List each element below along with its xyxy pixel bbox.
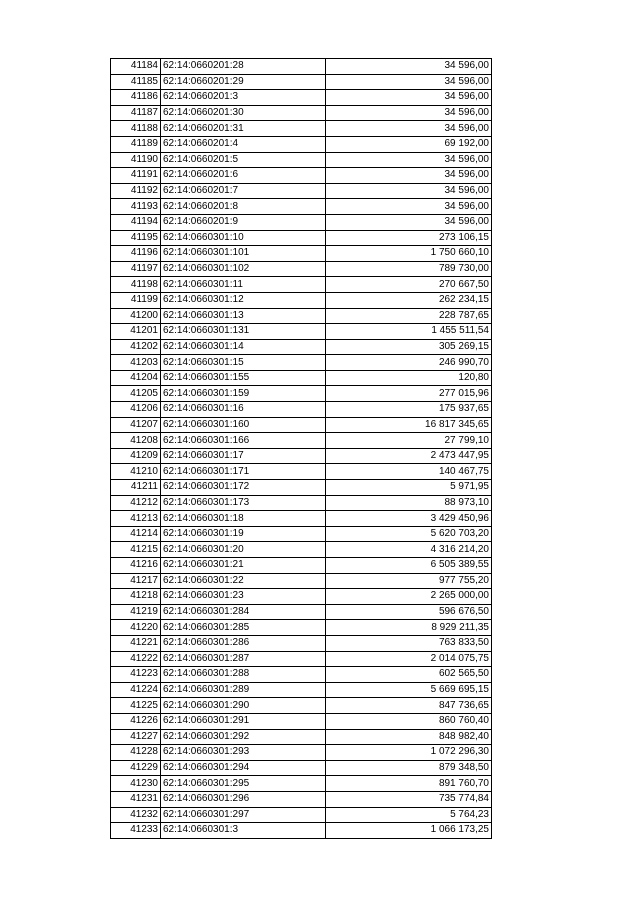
table-row — [111, 168, 492, 184]
cadastral-number-cell: 62:14:0660301:15 — [161, 355, 326, 371]
row-number-cell: 41229 — [111, 760, 161, 776]
cadastral-number-cell: 62:14:0660301:23 — [161, 589, 326, 605]
row-number-cell: 41194 — [111, 214, 161, 230]
table-row — [111, 152, 492, 168]
row-number-cell: 41221 — [111, 635, 161, 651]
table-row — [111, 121, 492, 137]
value-cell: 246 990,70 — [326, 355, 492, 371]
value-cell: 88 973,10 — [326, 495, 492, 511]
value-cell: 16 817 345,65 — [326, 417, 492, 433]
value-cell: 4 316 214,20 — [326, 542, 492, 558]
row-number-cell: 41208 — [111, 433, 161, 449]
table-row — [111, 246, 492, 262]
row-number-cell: 41206 — [111, 402, 161, 418]
cadastral-number-cell: 62:14:0660201:4 — [161, 136, 326, 152]
table-row — [111, 199, 492, 215]
row-number-cell: 41207 — [111, 417, 161, 433]
value-cell: 2 265 000,00 — [326, 589, 492, 605]
row-number-cell: 41212 — [111, 495, 161, 511]
table-row — [111, 620, 492, 636]
row-number-cell: 41192 — [111, 183, 161, 199]
table-row — [111, 464, 492, 480]
value-cell: 2 014 075,75 — [326, 651, 492, 667]
table-row — [111, 682, 492, 698]
row-number-cell: 41215 — [111, 542, 161, 558]
row-number-cell: 41210 — [111, 464, 161, 480]
value-cell: 5 971,95 — [326, 480, 492, 496]
row-number-cell: 41228 — [111, 745, 161, 761]
cadastral-number-cell: 62:14:0660201:6 — [161, 168, 326, 184]
table-row — [111, 74, 492, 90]
cadastral-number-cell: 62:14:0660301:19 — [161, 526, 326, 542]
row-number-cell: 41223 — [111, 667, 161, 683]
table-row — [111, 339, 492, 355]
value-cell: 34 596,00 — [326, 59, 492, 75]
value-cell: 596 676,50 — [326, 604, 492, 620]
value-cell: 5 764,23 — [326, 807, 492, 823]
value-cell: 5 669 695,15 — [326, 682, 492, 698]
value-cell: 34 596,00 — [326, 183, 492, 199]
table-row — [111, 651, 492, 667]
value-cell: 273 106,15 — [326, 230, 492, 246]
value-cell: 120,80 — [326, 370, 492, 386]
row-number-cell: 41220 — [111, 620, 161, 636]
value-cell: 277 015,96 — [326, 386, 492, 402]
row-number-cell: 41187 — [111, 105, 161, 121]
cadastral-number-cell: 62:14:0660301:131 — [161, 324, 326, 340]
value-cell: 848 982,40 — [326, 729, 492, 745]
cadastral-number-cell: 62:14:0660301:290 — [161, 698, 326, 714]
table-row — [111, 183, 492, 199]
value-cell: 270 667,50 — [326, 277, 492, 293]
row-number-cell: 41233 — [111, 823, 161, 839]
table-row — [111, 308, 492, 324]
cadastral-number-cell: 62:14:0660301:17 — [161, 448, 326, 464]
cadastral-number-cell: 62:14:0660201:30 — [161, 105, 326, 121]
value-cell: 27 799,10 — [326, 433, 492, 449]
row-number-cell: 41204 — [111, 370, 161, 386]
row-number-cell: 41225 — [111, 698, 161, 714]
table-row — [111, 558, 492, 574]
cadastral-number-cell: 62:14:0660301:3 — [161, 823, 326, 839]
row-number-cell: 41197 — [111, 261, 161, 277]
cadastral-number-cell: 62:14:0660301:297 — [161, 807, 326, 823]
cadastral-number-cell: 62:14:0660301:166 — [161, 433, 326, 449]
cadastral-number-cell: 62:14:0660301:21 — [161, 558, 326, 574]
value-cell: 735 774,84 — [326, 791, 492, 807]
cadastral-number-cell: 62:14:0660301:159 — [161, 386, 326, 402]
row-number-cell: 41186 — [111, 90, 161, 106]
table-row — [111, 526, 492, 542]
row-number-cell: 41222 — [111, 651, 161, 667]
table-row — [111, 807, 492, 823]
table-row — [111, 417, 492, 433]
cadastral-number-cell: 62:14:0660301:102 — [161, 261, 326, 277]
row-number-cell: 41193 — [111, 199, 161, 215]
row-number-cell: 41227 — [111, 729, 161, 745]
cadastral-number-cell: 62:14:0660301:12 — [161, 292, 326, 308]
cadastral-number-cell: 62:14:0660301:289 — [161, 682, 326, 698]
cadastral-number-cell: 62:14:0660201:5 — [161, 152, 326, 168]
value-cell: 34 596,00 — [326, 199, 492, 215]
value-cell: 1 072 296,30 — [326, 745, 492, 761]
value-cell: 305 269,15 — [326, 339, 492, 355]
row-number-cell: 41198 — [111, 277, 161, 293]
table-row — [111, 59, 492, 75]
cadastral-number-cell: 62:14:0660201:28 — [161, 59, 326, 75]
data-table — [110, 58, 492, 839]
value-cell: 69 192,00 — [326, 136, 492, 152]
value-cell: 34 596,00 — [326, 121, 492, 137]
value-cell: 34 596,00 — [326, 74, 492, 90]
table-row — [111, 214, 492, 230]
cadastral-number-cell: 62:14:0660301:11 — [161, 277, 326, 293]
table-row — [111, 760, 492, 776]
table-row — [111, 324, 492, 340]
cadastral-number-cell: 62:14:0660201:7 — [161, 183, 326, 199]
table-row — [111, 495, 492, 511]
row-number-cell: 41209 — [111, 448, 161, 464]
cadastral-number-cell: 62:14:0660301:285 — [161, 620, 326, 636]
cadastral-number-cell: 62:14:0660301:155 — [161, 370, 326, 386]
cadastral-number-cell: 62:14:0660201:29 — [161, 74, 326, 90]
row-number-cell: 41230 — [111, 776, 161, 792]
row-number-cell: 41184 — [111, 59, 161, 75]
value-cell: 1 750 660,10 — [326, 246, 492, 262]
cadastral-number-cell: 62:14:0660301:10 — [161, 230, 326, 246]
value-cell: 5 620 703,20 — [326, 526, 492, 542]
table-row — [111, 729, 492, 745]
cadastral-number-cell: 62:14:0660301:288 — [161, 667, 326, 683]
row-number-cell: 41203 — [111, 355, 161, 371]
table-row — [111, 277, 492, 293]
cadastral-number-cell: 62:14:0660301:13 — [161, 308, 326, 324]
row-number-cell: 41218 — [111, 589, 161, 605]
row-number-cell: 41231 — [111, 791, 161, 807]
cadastral-number-cell: 62:14:0660301:101 — [161, 246, 326, 262]
row-number-cell: 41216 — [111, 558, 161, 574]
cadastral-number-cell: 62:14:0660301:292 — [161, 729, 326, 745]
row-number-cell: 41201 — [111, 324, 161, 340]
row-number-cell: 41196 — [111, 246, 161, 262]
row-number-cell: 41199 — [111, 292, 161, 308]
table-row — [111, 635, 492, 651]
row-number-cell: 41190 — [111, 152, 161, 168]
row-number-cell: 41191 — [111, 168, 161, 184]
value-cell: 34 596,00 — [326, 105, 492, 121]
table-row — [111, 667, 492, 683]
cadastral-number-cell: 62:14:0660301:172 — [161, 480, 326, 496]
row-number-cell: 41189 — [111, 136, 161, 152]
table-body — [111, 59, 492, 839]
cadastral-number-cell: 62:14:0660201:3 — [161, 90, 326, 106]
row-number-cell: 41202 — [111, 339, 161, 355]
cadastral-number-cell: 62:14:0660301:286 — [161, 635, 326, 651]
value-cell: 34 596,00 — [326, 214, 492, 230]
value-cell: 763 833,50 — [326, 635, 492, 651]
table-row — [111, 589, 492, 605]
table-row — [111, 105, 492, 121]
table-row — [111, 713, 492, 729]
table-row — [111, 230, 492, 246]
row-number-cell: 41200 — [111, 308, 161, 324]
row-number-cell: 41213 — [111, 511, 161, 527]
table-row — [111, 355, 492, 371]
cadastral-number-cell: 62:14:0660301:287 — [161, 651, 326, 667]
table-row — [111, 698, 492, 714]
value-cell: 2 473 447,95 — [326, 448, 492, 464]
row-number-cell: 41211 — [111, 480, 161, 496]
cadastral-number-cell: 62:14:0660301:20 — [161, 542, 326, 558]
value-cell: 262 234,15 — [326, 292, 492, 308]
row-number-cell: 41217 — [111, 573, 161, 589]
value-cell: 175 937,65 — [326, 402, 492, 418]
value-cell: 977 755,20 — [326, 573, 492, 589]
row-number-cell: 41188 — [111, 121, 161, 137]
table-row — [111, 745, 492, 761]
table-row — [111, 480, 492, 496]
cadastral-number-cell: 62:14:0660301:296 — [161, 791, 326, 807]
row-number-cell: 41219 — [111, 604, 161, 620]
value-cell: 860 760,40 — [326, 713, 492, 729]
cadastral-number-cell: 62:14:0660201:31 — [161, 121, 326, 137]
row-number-cell: 41205 — [111, 386, 161, 402]
cadastral-number-cell: 62:14:0660301:16 — [161, 402, 326, 418]
table-row — [111, 386, 492, 402]
row-number-cell: 41232 — [111, 807, 161, 823]
row-number-cell: 41185 — [111, 74, 161, 90]
value-cell: 34 596,00 — [326, 168, 492, 184]
cadastral-number-cell: 62:14:0660301:284 — [161, 604, 326, 620]
table-row — [111, 261, 492, 277]
cadastral-number-cell: 62:14:0660301:14 — [161, 339, 326, 355]
table-row — [111, 542, 492, 558]
value-cell: 891 760,70 — [326, 776, 492, 792]
cadastral-number-cell: 62:14:0660301:171 — [161, 464, 326, 480]
cadastral-number-cell: 62:14:0660301:22 — [161, 573, 326, 589]
value-cell: 847 736,65 — [326, 698, 492, 714]
value-cell: 1 066 173,25 — [326, 823, 492, 839]
value-cell: 3 429 450,96 — [326, 511, 492, 527]
cadastral-number-cell: 62:14:0660301:293 — [161, 745, 326, 761]
table-row — [111, 511, 492, 527]
value-cell: 6 505 389,55 — [326, 558, 492, 574]
value-cell: 34 596,00 — [326, 90, 492, 106]
table-row — [111, 433, 492, 449]
value-cell: 879 348,50 — [326, 760, 492, 776]
table-row — [111, 823, 492, 839]
value-cell: 1 455 511,54 — [326, 324, 492, 340]
cadastral-number-cell: 62:14:0660301:18 — [161, 511, 326, 527]
table-row — [111, 604, 492, 620]
value-cell: 228 787,65 — [326, 308, 492, 324]
table-row — [111, 573, 492, 589]
value-cell: 34 596,00 — [326, 152, 492, 168]
cadastral-number-cell: 62:14:0660301:291 — [161, 713, 326, 729]
cadastral-number-cell: 62:14:0660301:160 — [161, 417, 326, 433]
cadastral-number-cell: 62:14:0660201:9 — [161, 214, 326, 230]
row-number-cell: 41195 — [111, 230, 161, 246]
table-row — [111, 448, 492, 464]
row-number-cell: 41226 — [111, 713, 161, 729]
cadastral-number-cell: 62:14:0660301:173 — [161, 495, 326, 511]
cadastral-number-cell: 62:14:0660301:294 — [161, 760, 326, 776]
table-row — [111, 292, 492, 308]
cadastral-number-cell: 62:14:0660301:295 — [161, 776, 326, 792]
table-row — [111, 370, 492, 386]
row-number-cell: 41224 — [111, 682, 161, 698]
value-cell: 140 467,75 — [326, 464, 492, 480]
table-row — [111, 90, 492, 106]
row-number-cell: 41214 — [111, 526, 161, 542]
cadastral-number-cell: 62:14:0660201:8 — [161, 199, 326, 215]
table-row — [111, 136, 492, 152]
table-row — [111, 791, 492, 807]
table-row — [111, 402, 492, 418]
table-row — [111, 776, 492, 792]
document-sheet — [110, 58, 492, 839]
value-cell: 789 730,00 — [326, 261, 492, 277]
value-cell: 8 929 211,35 — [326, 620, 492, 636]
value-cell: 602 565,50 — [326, 667, 492, 683]
